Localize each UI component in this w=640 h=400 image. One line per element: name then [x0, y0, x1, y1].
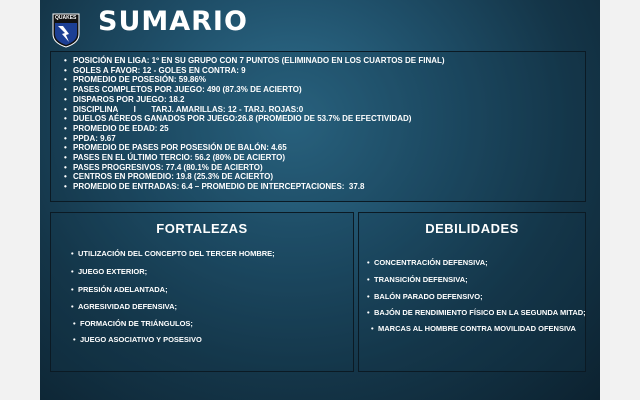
- fortaleza-item: • JUEGO EXTERIOR;: [71, 267, 147, 276]
- summary-item: • GOLES A FAVOR: 12 - GOLES EN CONTRA: 9: [73, 66, 585, 76]
- debilidad-item: • MARCAS AL HOMBRE CONTRA MOVILIDAD OFENSIVA: [371, 324, 576, 333]
- team-logo-icon: [52, 12, 80, 48]
- fortaleza-item: • PRESIÓN ADELANTADA;: [71, 285, 168, 294]
- fortalezas-panel: [50, 212, 354, 372]
- logo-text: QUAKES: [55, 15, 77, 21]
- fortaleza-item: • FORMACIÓN DE TRIÁNGULOS;: [73, 319, 193, 328]
- summary-item: • PPDA: 9.67: [73, 134, 585, 144]
- summary-item: • CENTROS EN PROMEDIO: 19.8 (25.3% DE ACIERTO): [73, 172, 585, 182]
- summary-list: [51, 52, 585, 192]
- summary-box: [50, 51, 586, 202]
- fortalezas-list: [51, 213, 353, 371]
- debilidad-item: • BALÓN PARADO DEFENSIVO;: [367, 292, 483, 301]
- page-title: SUMARIO: [98, 6, 248, 37]
- debilidades-list: [359, 213, 585, 371]
- fortalezas-title: FORTALEZAS: [156, 221, 248, 236]
- summary-item: • PROMEDIO DE POSESIÓN: 59.86%: [73, 75, 585, 85]
- summary-item: • DUELOS AÉREOS GANADOS POR JUEGO:26.8 (PROMEDIO DE 53.7% DE EFECTIVIDAD): [73, 114, 585, 124]
- debilidades-panel: [358, 212, 586, 372]
- summary-item: • POSICIÓN EN LIGA: 1º EN SU GRUPO CON 7 PUNTOS (ELIMINADO EN LOS CUARTOS DE FINAL): [73, 56, 585, 66]
- debilidad-item: • BAJÓN DE RENDIMIENTO FÍSICO EN LA SEGUNDA MITAD;: [367, 308, 586, 317]
- debilidad-item: • CONCENTRACIÓN DEFENSIVA;: [367, 258, 488, 267]
- summary-item: • PASES COMPLETOS POR JUEGO: 490 (87.3% DE ACIERTO): [73, 85, 585, 95]
- summary-item: • PROMEDIO DE PASES POR POSESIÓN DE BALÓN: 4.65: [73, 143, 585, 153]
- fortaleza-item: • AGRESIVIDAD DEFENSIVA;: [71, 302, 177, 311]
- summary-item: • DISCIPLINA I TARJ. AMARILLAS: 12 - TARJ. ROJAS:0: [73, 105, 585, 115]
- debilidad-item: • TRANSICIÓN DEFENSIVA;: [367, 275, 468, 284]
- summary-item: • PROMEDIO DE ENTRADAS: 6.4 – PROMEDIO DE INTERCEPTACIONES: 37.8: [73, 182, 585, 192]
- debilidades-title: DEBILIDADES: [425, 221, 519, 236]
- summary-item: • PROMEDIO DE EDAD: 25: [73, 124, 585, 134]
- slide: [40, 0, 600, 400]
- summary-item: • PASES EN EL ÚLTIMO TERCIO: 56.2 (80% DE ACIERTO): [73, 153, 585, 163]
- fortaleza-item: • JUEGO ASOCIATIVO Y POSESIVO: [73, 335, 202, 344]
- summary-item: • DISPAROS POR JUEGO: 18.2: [73, 95, 585, 105]
- fortaleza-item: • UTILIZACIÓN DEL CONCEPTO DEL TERCER HOMBRE;: [71, 249, 275, 258]
- summary-item: • PASES PROGRESIVOS: 77.4 (80.1% DE ACIERTO): [73, 163, 585, 173]
